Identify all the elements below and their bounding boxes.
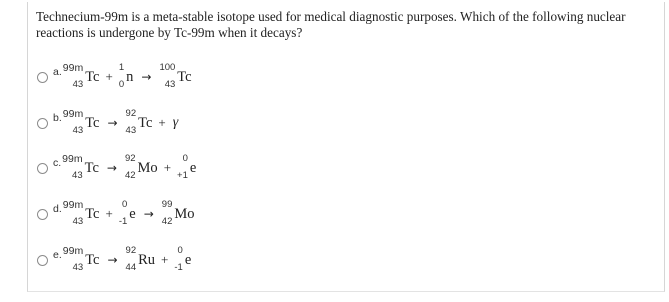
gamma-symbol: γ bbox=[172, 115, 179, 130]
option-b-label: b. bbox=[53, 112, 62, 124]
isotope-reactant: 99m 43 Tc bbox=[62, 153, 99, 181]
reaction-arrow: → bbox=[107, 253, 118, 267]
plus-sign: + bbox=[158, 115, 166, 130]
isotope-product: 92 42 Mo bbox=[124, 153, 158, 181]
option-d[interactable] bbox=[37, 197, 196, 231]
isotope-electron: 0 -1 e bbox=[118, 199, 136, 227]
radio-button-d[interactable] bbox=[37, 209, 48, 220]
isotope-product: 92 43 Tc bbox=[125, 108, 153, 136]
option-a-label: a. bbox=[53, 66, 62, 78]
option-a[interactable] bbox=[37, 60, 193, 94]
isotope-electron: 0 -1 e bbox=[174, 245, 192, 273]
isotope-neutron: 1 0 n bbox=[118, 62, 134, 90]
isotope-reactant: 99m 43 Tc bbox=[62, 245, 100, 273]
plus-sign: + bbox=[105, 206, 113, 221]
reaction-arrow: → bbox=[107, 116, 118, 130]
isotope-product: 99 42 Mo bbox=[161, 199, 195, 227]
isotope-reactant: 99m 43 Tc bbox=[62, 199, 100, 227]
radio-button-a[interactable] bbox=[37, 72, 48, 83]
isotope-reactant: 99m 43 Tc bbox=[62, 62, 100, 90]
radio-button-b[interactable] bbox=[37, 118, 48, 129]
option-c[interactable] bbox=[37, 151, 197, 185]
option-e-label: e. bbox=[53, 249, 62, 261]
isotope-product: 100 43 Tc bbox=[159, 62, 192, 90]
isotope-reactant: 99m 43 Tc bbox=[62, 108, 100, 136]
radio-button-c[interactable] bbox=[37, 163, 48, 174]
isotope-product: 92 44 Ru bbox=[125, 245, 156, 273]
isotope-positron: 0 +1 e bbox=[177, 153, 197, 181]
option-c-label: c. bbox=[53, 157, 62, 169]
reaction-arrow: → bbox=[141, 70, 152, 84]
reaction-arrow: → bbox=[143, 207, 154, 221]
option-b[interactable] bbox=[37, 106, 178, 140]
option-d-label: d. bbox=[53, 203, 62, 215]
plus-sign: + bbox=[163, 160, 172, 175]
radio-button-e[interactable] bbox=[37, 255, 48, 266]
plus-sign: + bbox=[105, 69, 113, 84]
reaction-arrow: → bbox=[106, 161, 117, 175]
option-e[interactable] bbox=[37, 243, 192, 277]
question-text: Technecium-99m is a meta-stable isotope used for medical diagnostic purposes. Which of the following nuclear reactions is undergone by Tc-99m when it decays? bbox=[36, 9, 626, 40]
plus-sign: + bbox=[161, 252, 169, 267]
